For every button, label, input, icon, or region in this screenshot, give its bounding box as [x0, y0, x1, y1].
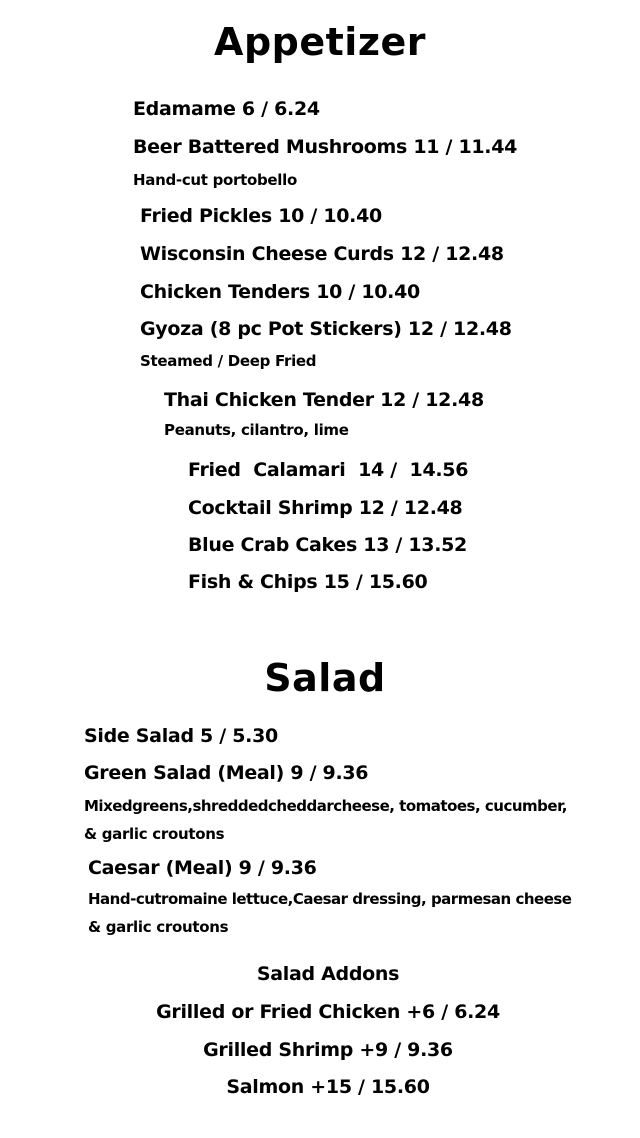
- salad-addons-heading: Salad Addons: [256, 963, 400, 985]
- menu-item-cocktail-shrimp: Cocktail Shrimp 12 / 12.48: [188, 497, 463, 519]
- menu-item-note-gyoza: Steamed / Deep Fried: [140, 352, 317, 370]
- menu-item-gyoza: Gyoza (8 pc Pot Stickers) 12 / 12.48: [140, 318, 512, 340]
- menu-item-chicken-tenders: Chicken Tenders 10 / 10.40: [140, 281, 420, 303]
- menu-item-fried-calamari: Fried Calamari 14 / 14.56: [188, 459, 469, 481]
- menu-item-side-salad: Side Salad 5 / 5.30: [84, 725, 278, 747]
- menu-item-caesar: Caesar (Meal) 9 / 9.36: [88, 857, 317, 879]
- salad-heading: Salad: [264, 656, 386, 700]
- menu-item-thai-chicken-tender: Thai Chicken Tender 12 / 12.48: [164, 389, 484, 411]
- menu-item-edamame: Edamame 6 / 6.24: [133, 98, 320, 120]
- menu-item-beer-battered-mushrooms: Beer Battered Mushrooms 11 / 11.44: [133, 136, 518, 158]
- appetizer-heading: Appetizer: [214, 20, 426, 64]
- addon-item-salmon: Salmon +15 / 15.60: [226, 1076, 430, 1098]
- menu-item-note-caesar-line1: Hand-cutromaine lettuce,Caesar dressing, parmesan cheese: [88, 890, 572, 908]
- menu-item-green-salad: Green Salad (Meal) 9 / 9.36: [84, 762, 369, 784]
- menu-item-fish-and-chips: Fish & Chips 15 / 15.60: [188, 571, 428, 593]
- menu-item-note-caesar-line2: & garlic croutons: [88, 918, 229, 936]
- menu-item-blue-crab-cakes: Blue Crab Cakes 13 / 13.52: [188, 534, 467, 556]
- menu-item-note-green-salad-line1: Mixedgreens,shreddedcheddarcheese, tomatoes, cucumber,: [84, 797, 567, 815]
- addon-item-shrimp: Grilled Shrimp +9 / 9.36: [203, 1039, 453, 1061]
- menu-item-note-mushrooms: Hand-cut portobello: [133, 171, 297, 189]
- menu-item-fried-pickles: Fried Pickles 10 / 10.40: [140, 205, 382, 227]
- menu-item-note-thai-chicken: Peanuts, cilantro, lime: [164, 421, 349, 439]
- addon-item-chicken: Grilled or Fried Chicken +6 / 6.24: [156, 1001, 500, 1023]
- menu-item-note-green-salad-line2: & garlic croutons: [84, 825, 225, 843]
- menu-item-cheese-curds: Wisconsin Cheese Curds 12 / 12.48: [140, 243, 504, 265]
